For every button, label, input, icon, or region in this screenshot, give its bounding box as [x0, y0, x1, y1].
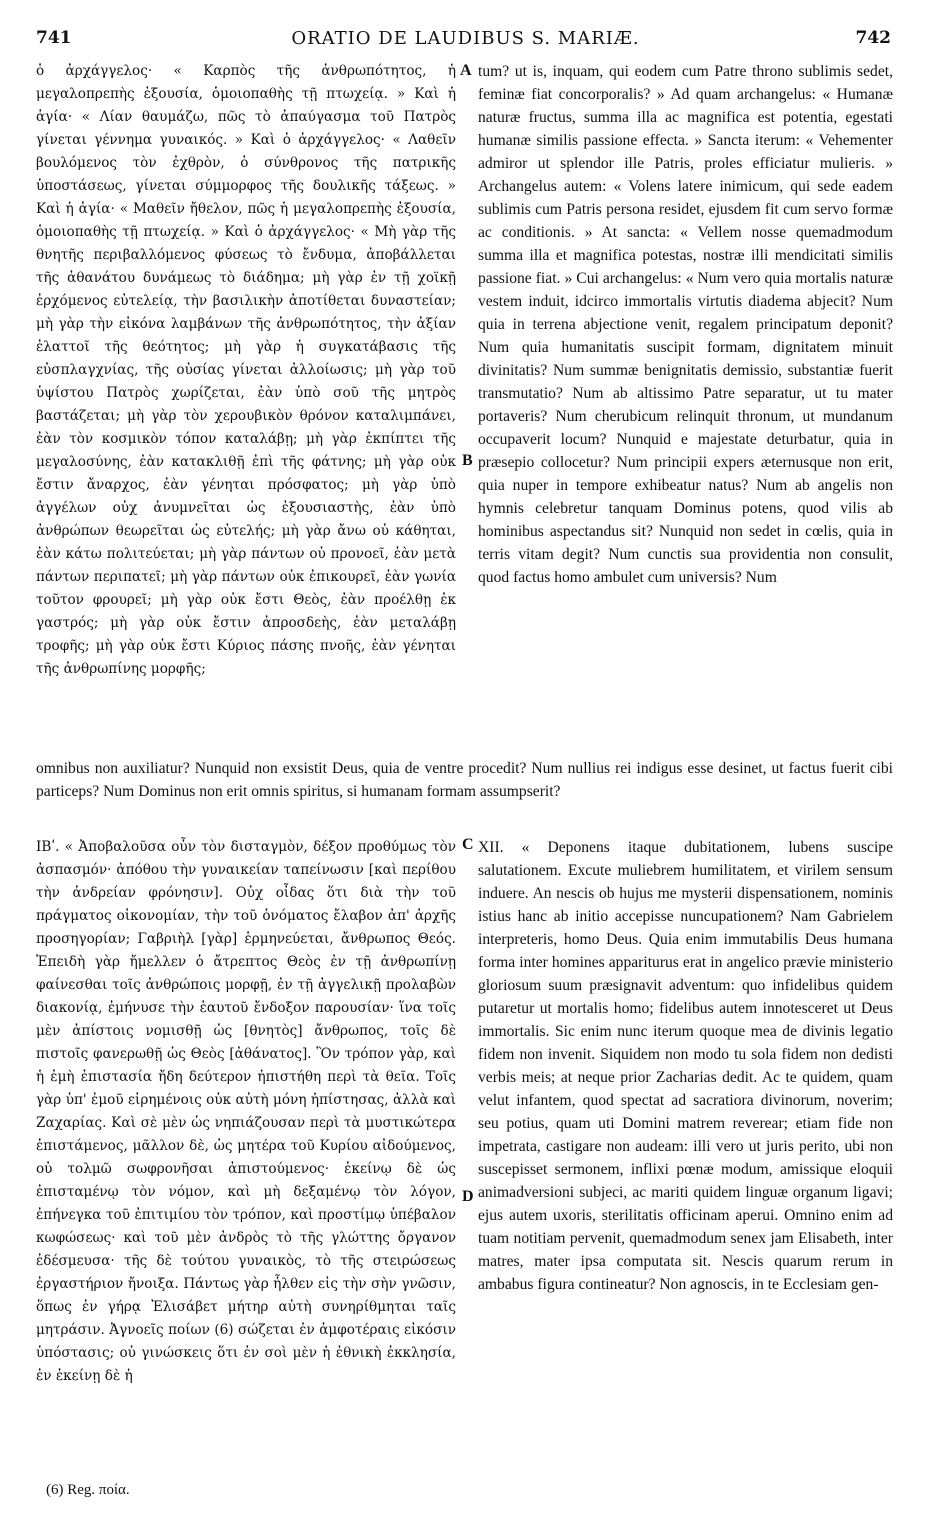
- running-title: ORATIO DE LAUDIBUS S. MARIÆ.: [291, 28, 640, 49]
- footnote: (6) Reg. ποία.: [46, 1482, 130, 1498]
- latin-text-bottom: XII. « Deponens itaque dubitationem, lubens suscipe salutationem. Excute muliebrem humilitatem, et virilem sensum induere. An nescis ob hujus me mysterii dispensationem, nominis istius hanc ab initio accepisse nuncupationem? Nam Gabrielem interpreteris, homo Deus. Quia enim immutabilis Deus humana forma inter homines appariturus erat in angelico prævie ministerio gloriosum suum præsignavit adventum: quo infidelibus quidem putaretur ut mortalis homo; fidelibus autem innotesceret ut Deus immortalis. Sic enim nunc iterum quoque mea de divinis legatio fidem non invenit. Siquidem non modo tu sola fidem non dedisti verbis meis; at neque prior Zacharias dedit. Ac te quidem, quam velut infantem, quod spectat ad sacratiora divinorum, noverim; seu potius, quam uti Domini matrem reverear; etiam fide non impetrata, castigare non audeam: illi vero ut juris perito, ubi non suscepisset sermonem, inflixi pœnæ modum, amissique eloquii animadversioni subjeci, ac mariti quidem linguæ organum ligavi; ejus autem uxoris, sterilitatis officinam aperui. Omnino enim ad tuam notitiam pervenit, quemadmodum senex jam Elisabeth, inter matres, mater ipsa computata sit. Nescis quarum rerum in ambabus figura contineatur? Non agnoscis, in te Ecclesiam gen-: [478, 839, 893, 1293]
- page-number-right: 742: [855, 28, 891, 48]
- margin-marker-b: B: [462, 452, 473, 469]
- latin-column-top: [478, 60, 893, 760]
- margin-marker-c: C: [462, 836, 474, 853]
- margin-marker-d: D: [462, 1188, 474, 1205]
- greek-column-top: [36, 60, 456, 745]
- page-header: [0, 0, 931, 52]
- greek-column-bottom: [36, 836, 456, 1476]
- full-width-text: omnibus non auxiliatur? Nunquid non exsistit Deus, quia de ventre procedit? Num nullius rei indigus esse desinet, ut factus fuerit cibi particeps? Num Dominus non erit omnis spiritus, si humanam formam assumpserit?: [36, 760, 893, 800]
- latin-column-bottom: [478, 836, 893, 1476]
- latin-text-top: tum? ut is, inquam, qui eodem cum Patre throno sublimis sedet, feminæ fiat concorporalis? » Ad quam archangelus: « Humanæ naturæ fructus, summa illa ac magnifica est potentia, egestati humanæ similis passione effecta. » Sancta iterum: « Vehementer admiror ut splendor ille Patris, proles efficiatur mulieris. » Archangelus autem: « Volens latere inimicum, qui sede eadem sublimis cum Patris persona residet, ejusdem fit cum servo formæ ac conditionis. » At sancta: « Vellem nosse quemadmodum summa illa et magnifica potestas, nostræ illi mendicitati similis passione fiat. » Cui archangelus: « Num vero quia mortalis naturæ vestem induit, idcirco immortalis virtutis diadema abjecit? Num quia in terrena abjectione venit, regalem principatum deponit? Num quia humanitatis suscipit formam, dignitatem minuit divinitatis? Num summæ benignitatis demissio, substantiæ fuerit transmutatio? Num ab altissimo Patre separatur, ut tu mater portaveris? Num cherubicum relinquit thronum, ut mundanum occupaverit locum? Nunquid e majestate deturbatur, quia in præsepio collocetur? Num principii expers æternusque non erit, quia nuper in tempore exhibeatur natus? Num ab angelis non hymnis celebretur tanquam Dominus potens, quod vilis ab hominibus aspectandus sit? Nunquid non sedet in cœlis, quia in terris vitam degit? Num cunctis sua providentia non consulit, quod factus homo ambulet cum universis? Num: [478, 63, 893, 586]
- greek-text-bottom: ΙΒʹ. « Ἀποβαλοῦσα οὖν τὸν δισταγμὸν, δέξον προθύμως τὸν ἀσπασμόν· ἀπόθου τὴν γυναικείαν ταπείνωσιν [καὶ περίθου τὴν ἀνδρείαν φρόνησιν]. Οὐχ οἶδας ὅτι διὰ τὴν τοῦ πράγματος οἰκονομίαν, τὴν τοῦ ὀνόματος ἔλαβον ἀπ' ἀρχῆς προσηγορίαν; Γαβριὴλ [γὰρ] ἑρμηνεύεται, ἄνθρωπος Θεός. Ἐπειδὴ γὰρ ἤμελλεν ὁ ἄτρεπτος Θεὸς ἐν τῇ ἀνθρωπίνῃ φαίνεσθαι τοῖς ἀνθρώποις μορφῇ, ἐν τῇ ἀγγελικῇ προλαβὼν διακονίᾳ, ἐμήνυσε τὴν ἑαυτοῦ ἔνδοξον παρουσίαν· ἵνα τοῖς μὲν ἀπίστοις νομισθῇ ὡς [θνητὸς] ἄνθρωπος, τοῖς δὲ πιστοῖς φανερωθῇ ὡς Θεὸς [ἀθάνατος]. Ὃν τρόπον γὰρ, καὶ ἡ ἐμὴ ἐπιστασία ἤδη δεύτερον ἠπιστήθη περὶ τὰ θεῖα. Τοῖς γὰρ ὑπ' ἐμοῦ εἰρημένοις οὐκ αὐτὴ μόνη ἠπίστησας, ἀλλὰ καὶ Ζαχαρίας. Καὶ σὲ μὲν ὡς νηπιάζουσαν περὶ τὰ μυστικώτερα ἐπιστάμενος, μᾶλλον δὲ, ὡς μητέρα τοῦ Κυρίου αἰδούμενος, οὐ τολμῶ σωφρονῆσαι ἀπιστούμενος· ἐκείνῳ δὲ ὡς ἐπισταμένῳ τὸν νόμον, καὶ μὴ δεξαμένῳ τὸν λόγον, ἐπήνεγκα τοῦ ἐπιτιμίου τὸν τρόπον, καὶ προστίμῳ ὑπέβαλον κωφώσεως· καὶ τοῦ μὲν ἀνδρὸς τὸ τῆς γλώττης ὄργανον ἐδέσμευσα· τῆς δὲ τούτου γυναικὸς, τὸ τῆς στειρώσεως ἐργαστήριον ἤνοιξα. Πάντως γὰρ ἦλθεν εἰς τὴν σὴν γνῶσιν, ὅπως ἐν γήρᾳ Ἐλισάβετ μήτηρ αὐτὴ συνηρίθμηται ταῖς μητράσιν. Ἀγνοεῖς ποίων (6) σώζεται ἐν ἀμφοτέραις εἰκόσιν ὑπόστασις; οὐ γινώσκεις ὅτι ἐν σοὶ μὲν ἡ ἐθνικὴ ἐκκλησία, ἐν ἐκείνῃ δὲ ἡ: [36, 839, 456, 1384]
- greek-text-top: ὁ ἀρχάγγελος· « Καρπὸς τῆς ἀνθρωπότητος, ἡ μεγαλοπρεπὴς ἐξουσία, ὁμοιοπαθὴς τῇ πτωχείᾳ. » Καὶ ἡ ἁγία· « Λίαν θαυμάζω, πῶς τὸ ἀπαύγασμα τοῦ Πατρὸς γίνεται γέννημα γυναικός. » Καὶ ὁ ἀρχάγγελος· « Λαθεῖν βουλόμενος τὸν ἐχθρὸν, ὁ σύνθρονος τῆς πατρικῆς ὑποστάσεως, γίνεται σύμμορφος τῆς δουλικῆς τάξεως. » Καὶ ἡ ἁγία· « Μαθεῖν ἤθελον, πῶς ἡ μεγαλοπρεπὴς ἐξουσία, ὁμοιοπαθὴς τῇ πτωχείᾳ. » Καὶ ὁ ἀρχάγγελος· « Μὴ γὰρ τῆς θνητῆς περιβαλλόμενος φύσεως τὸ ἔνδυμα, ἀποβάλλεται τῆς ἀθανάτου δυνάμεως τὸ διάδημα; μὴ γὰρ ἐν τῇ χοϊκῇ ἐρχόμενος εὐτελείᾳ, τὴν βασιλικὴν ἀποτίθεται δυναστείαν; μὴ γὰρ τὴν εἰκόνα λαμβάνων τῆς ἀνθρωπότητος, τὴν ἀξίαν ἐλαττοῖ τῆς θεότητος; μὴ γὰρ ἡ συγκατάβασις τῆς εὐσπλαγχνίας, τῆς οὐσίας γίνεται ἀλλοίωσις; μὴ γὰρ τοῦ ὑψίστου Πατρὸς χωρίζεται, ἐὰν ὑπὸ σοῦ τῆς μητρὸς βαστάζεται; μὴ γὰρ τὸν χερουβικὸν θρόνον καταλιμπάνει, ἐὰν τὸν κοσμικὸν τόπον καταλάβῃ; μὴ γὰρ ἐκπίπτει τῆς μεγαλοσύνης, ἐὰν κατακλιθῇ ἐπὶ τῆς φάτνης; μὴ γὰρ οὐκ ἔστιν ἄναρχος, ἐὰν γένηται πρόσφατος; μὴ γὰρ ὑπὸ ἀγγέλων οὐχ ἀνυμνεῖται ὡς ἐξουσιαστὴς, ἐὰν ὑπὸ ἀνθρώπων θεωρεῖται ὡς εὐτελής; μὴ γὰρ ἄνω οὐ κάθηται, ἐὰν κάτω πολιτεύεται; μὴ γὰρ πάντων οὐ προνοεῖ, ἐὰν μετὰ πάντων περιπατεῖ; μὴ γὰρ πάντων οὐκ ἐπικουρεῖ, ἐὰν γωνία τοῦτον φρουρεῖ; μὴ γὰρ οὐκ ἔστι Θεὸς, ἐὰν προέλθῃ ἐκ γαστρός; μὴ γὰρ οὐκ ἔστιν ἀπροσδεὴς, ἐὰν μεταλάβῃ τροφῆς; μὴ γὰρ οὐκ ἔστι Κύριος πάσης πνοῆς, ἐὰν γένηται τῆς ἀνθρωπίνης μορφῆς;: [36, 63, 456, 677]
- page-number-left: 741: [36, 28, 72, 48]
- margin-marker-a: A: [460, 62, 472, 79]
